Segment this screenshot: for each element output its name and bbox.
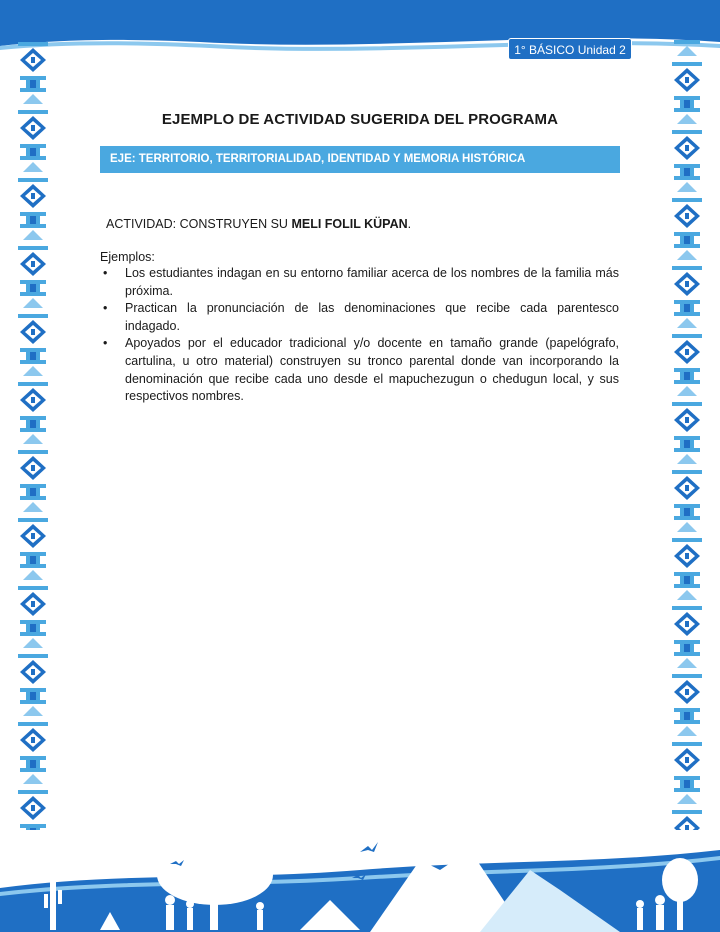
left-pattern-border xyxy=(16,40,50,830)
unit-badge: 1° BÁSICO Unidad 2 xyxy=(508,38,632,60)
right-pattern-border xyxy=(670,40,704,830)
list-item xyxy=(100,335,619,405)
activity-name: MELI FOLIL KÜPAN xyxy=(291,217,408,231)
example-text: Practican la pronunciación de las denominaciones que recibe cada parentesco indagado. xyxy=(125,301,619,333)
landscape-silhouette-icon xyxy=(0,820,720,932)
activity-suffix: . xyxy=(407,217,412,231)
eje-heading-bar: EJE: TERRITORIO, TERRITORIALIDAD, IDENTIDAD Y MEMORIA HISTÓRICA xyxy=(100,146,620,173)
bullet: • xyxy=(103,301,108,316)
examples-label: Ejemplos: xyxy=(100,250,155,264)
example-text: Los estudiantes indagan en su entorno familiar acerca de los nombres de la familia más próxima. xyxy=(125,266,619,298)
activity-line xyxy=(106,217,411,231)
bullet: • xyxy=(103,266,108,280)
bullet: • xyxy=(103,336,108,351)
list-item xyxy=(100,300,619,335)
examples-list xyxy=(100,265,619,406)
activity-prefix: ACTIVIDAD: CONSTRUYEN SU xyxy=(106,217,292,231)
page-title: EJEMPLO DE ACTIVIDAD SUGERIDA DEL PROGRAMA xyxy=(161,111,559,128)
list-item xyxy=(100,265,619,300)
example-text: Apoyados por el educador tradicional y/o docente en tamaño grande (papelógrafo, cartulina, u otro material) construyen su tronco parental donde van incorporando la denominación que recibe cada uno desde el mapuchezugun o chedugun local, y sus respectivos nombres. xyxy=(125,336,619,404)
